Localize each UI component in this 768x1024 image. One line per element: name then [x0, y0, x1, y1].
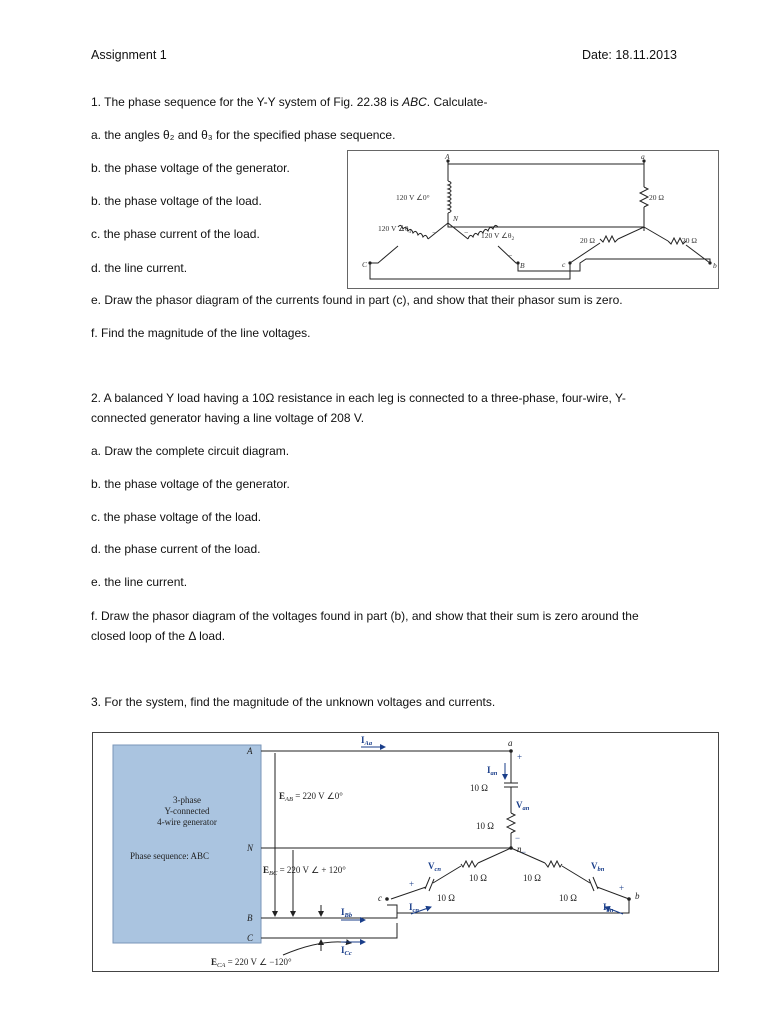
assignment-title: Assignment 1 [91, 48, 167, 62]
q2-part-f-line2: closed loop of the Δ load. [91, 629, 226, 643]
generator-box [113, 745, 261, 943]
i-cn-label: $I_{cn}$ [409, 902, 420, 914]
r-c-res-label: 10 Ω [469, 873, 487, 883]
node-N: N [247, 843, 254, 853]
node-A: A [247, 746, 253, 756]
q2-part-d: d. the phase current of the load. [91, 542, 261, 556]
node-C: C [362, 260, 368, 269]
node-B: B [520, 261, 525, 270]
node-b: b [635, 891, 640, 901]
node-a: a [508, 738, 513, 748]
q2-part-a: a. Draw the complete circuit diagram. [91, 444, 290, 458]
v-bn-label: $V_{bn}$ [591, 861, 605, 873]
q2-prompt-line1: 2. A balanced Y load having a 10Ω resistance in each leg is connected to a three-phase, four-wire, Y- [91, 391, 626, 405]
v-an-label: $V_{an}$ [516, 800, 530, 812]
resistor-an [640, 187, 648, 207]
gen-label-line1: 3-phase [173, 795, 201, 805]
plus-a: + [517, 752, 523, 762]
v-bn-label: 120 V $\angle\theta_2$ [481, 231, 515, 242]
four-wire-generator-figure [92, 732, 719, 972]
r-bn-label: 20 Ω [682, 236, 697, 245]
q1-part-f: f. Find the magnitude of the line voltages. [91, 326, 311, 340]
ebc-label: $E_{BC} = 220$ V ∠ + 120° [263, 865, 346, 877]
resistor-cn [461, 861, 478, 867]
q1-part-a: a. the angles θ₂ and θ₃ for the specified phase sequence. [91, 128, 396, 142]
q1-prompt: 1. The phase sequence for the Y-Y system of Fig. 22.38 is ABC. Calculate- [91, 95, 488, 109]
r-b-cap-label: 10 Ω [559, 893, 577, 903]
minus-a: − [515, 833, 521, 843]
q1-part-e: e. Draw the phasor diagram of the currents found in part (c), and show that their phasor sum is zero. [91, 293, 623, 307]
node-b: b [713, 261, 717, 270]
line-bb [518, 259, 710, 271]
i-bn-label: $I_{bn}$ [603, 902, 614, 914]
r-a-res-label: 10 Ω [476, 821, 494, 831]
q1-part-b1: b. the phase voltage of the generator. [91, 161, 290, 175]
line-aa [448, 161, 644, 164]
node-c: c [562, 260, 566, 269]
q2-part-b: b. the phase voltage of the generator. [91, 477, 290, 491]
resistor-cn [600, 236, 618, 242]
assignment-date: Date: 18.11.2013 [582, 48, 677, 62]
phase-sequence-label: Phase sequence: ABC [130, 851, 209, 861]
v-an-label: 120 V ∠0° [396, 193, 430, 202]
line-Cc [261, 923, 397, 938]
node-B: B [247, 913, 253, 923]
r-an-label: 20 Ω [649, 193, 664, 202]
eca-label: $E_{CA} = 220$ V ∠ −120° [211, 957, 292, 969]
v-cn-label: 120 V $\angle\theta_3$ [378, 224, 412, 235]
i-aa-label: $I_{Aa}$ [361, 735, 373, 747]
resistor-bn [545, 861, 562, 867]
node-A: A [445, 152, 450, 161]
capacitor-cn-plate1 [429, 879, 434, 891]
line-Bb-right [397, 899, 629, 913]
node-N: N [453, 214, 459, 223]
q1-part-c: c. the phase current of the load. [91, 227, 260, 241]
r-a-cap-label: 10 Ω [470, 783, 488, 793]
q3-prompt: 3. For the system, find the magnitude of the unknown voltages and currents. [91, 695, 496, 709]
gen-label-line3: 4-wire generator [157, 817, 217, 827]
minus-sign-b: − [508, 251, 513, 260]
r-c-cap-label: 10 Ω [437, 893, 455, 903]
node-c: c [378, 893, 382, 903]
minus-sign-cn: − [432, 228, 437, 237]
eab-label: $E_{AB} = 220$ V ∠0° [279, 791, 343, 803]
v-cn-label: $V_{cn}$ [428, 861, 441, 873]
yy-circuit-figure [347, 150, 719, 289]
q2-part-e: e. the line current. [91, 575, 188, 589]
q1-part-d: d. the line current. [91, 261, 188, 275]
plus-b: + [619, 883, 625, 893]
r-b-res-label: 10 Ω [523, 873, 541, 883]
plus-sign-bn: − [464, 228, 469, 237]
coil-an [448, 181, 451, 213]
node-C: C [247, 933, 254, 943]
resistor-an [507, 813, 515, 833]
line-nn [448, 223, 644, 231]
q1-part-b2: b. the phase voltage of the load. [91, 194, 262, 208]
gen-label-line2: Y-connected [164, 806, 210, 816]
minus-n: − [521, 847, 527, 857]
plus-c: + [409, 879, 415, 889]
q2-prompt-line2: connected generator having a line voltage of 208 V. [91, 411, 365, 425]
i-bb-label: $I_{Bb}$ [341, 907, 353, 919]
i-an-label: $I_{an}$ [487, 765, 498, 777]
node-a: a [641, 152, 645, 161]
q2-part-f-line1: f. Draw the phasor diagram of the voltages found in part (b), and show that their sum is zero around the [91, 609, 639, 623]
line-Bb-left [261, 905, 397, 918]
node-n: n [517, 844, 522, 854]
capacitor-bn-plate1 [589, 879, 594, 891]
i-cc-label: $I_{Cc}$ [341, 945, 352, 957]
r-cn-label: 20 Ω [580, 236, 595, 245]
q2-part-c: c. the phase voltage of the load. [91, 510, 262, 524]
